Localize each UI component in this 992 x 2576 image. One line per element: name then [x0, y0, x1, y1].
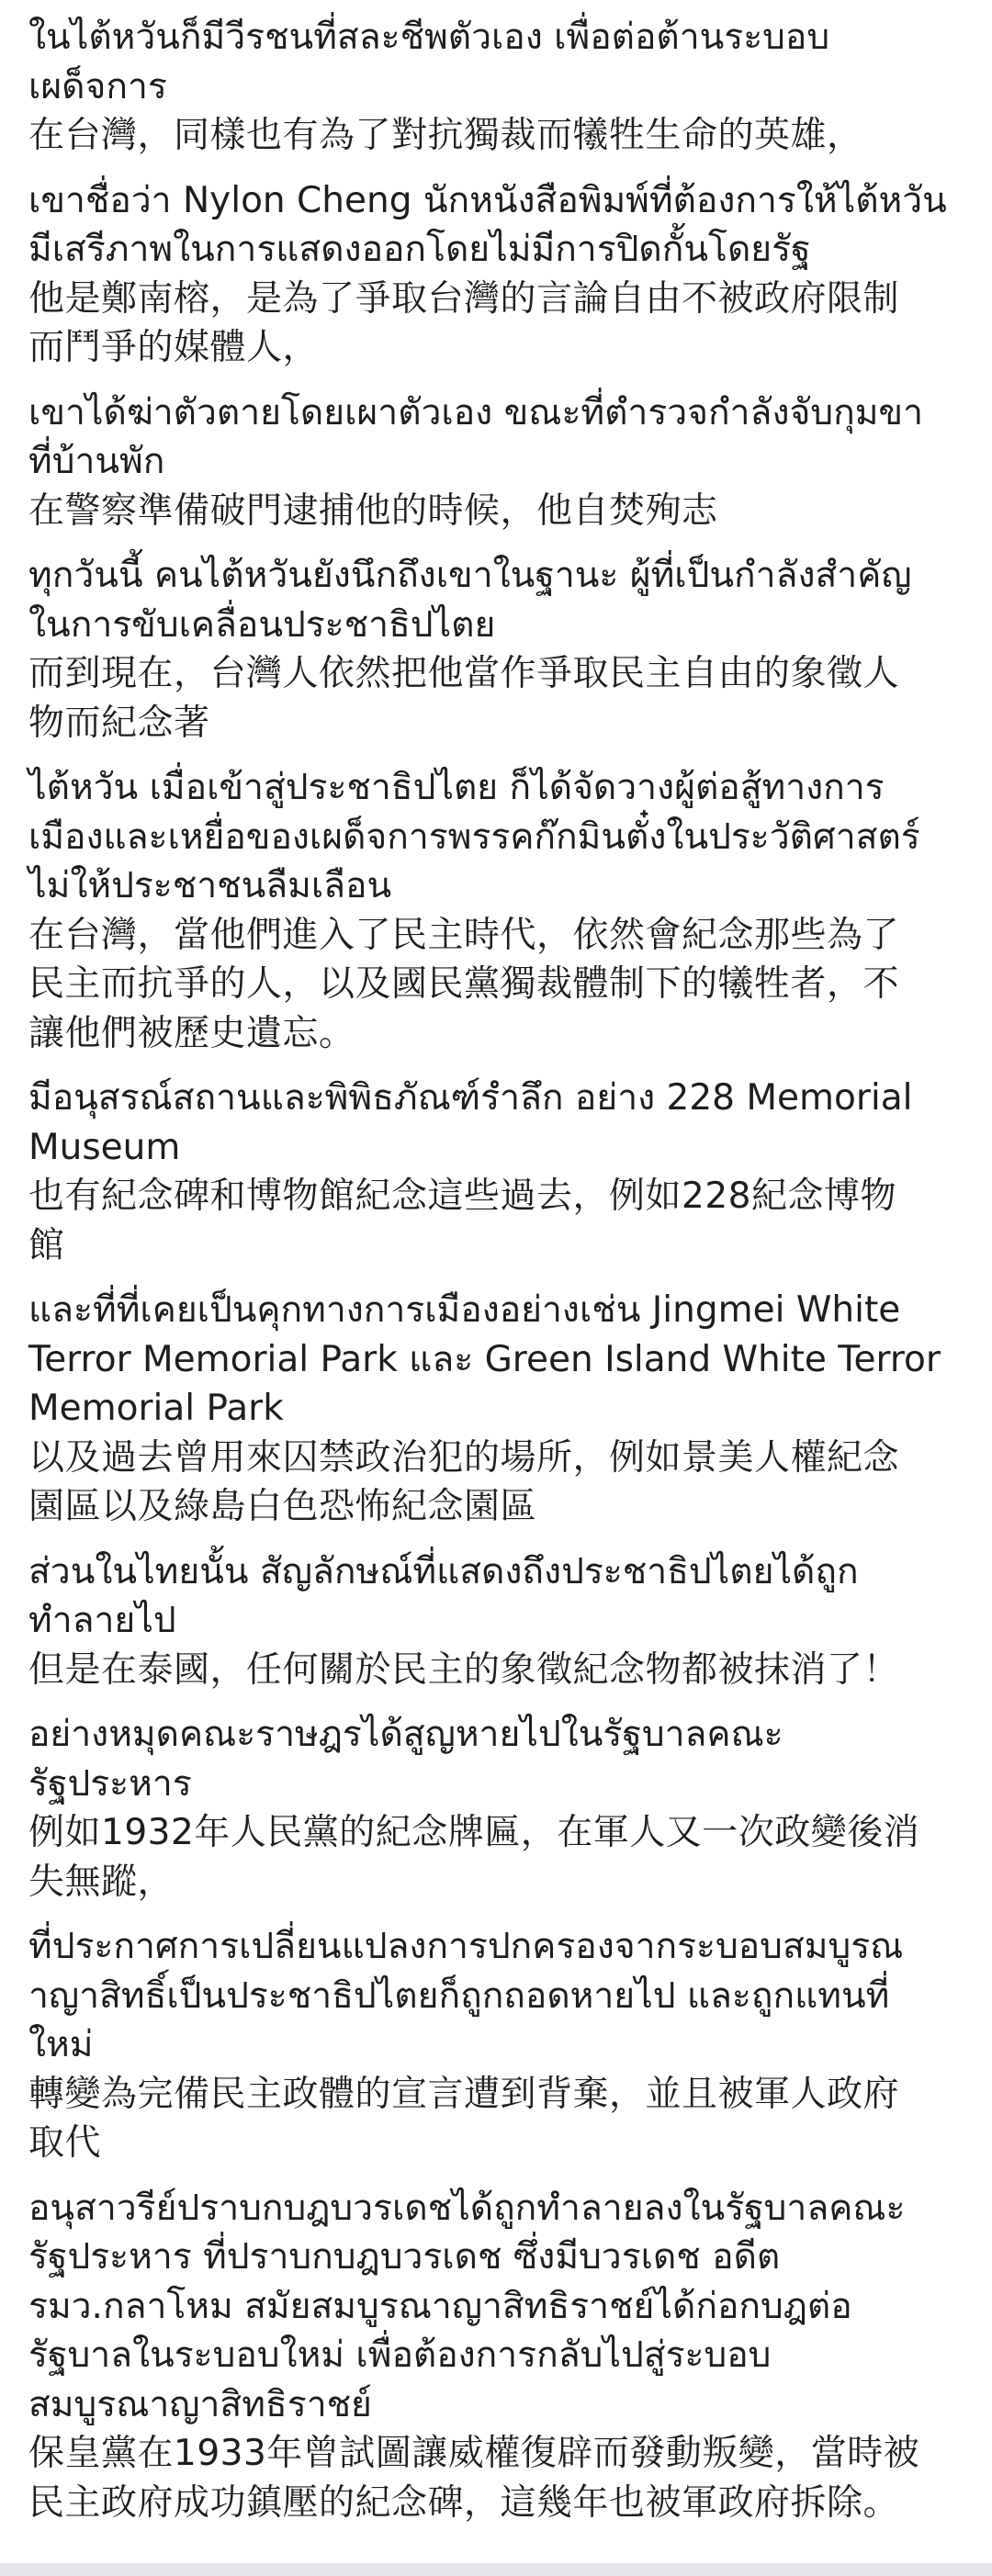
post-paragraph — [28, 1286, 975, 1532]
post-text-line: และที่ที่เคยเป็นคุกทางการเมืองอย่างเช่น Jingmei White — [28, 1289, 901, 1331]
post-text-line: 例如1932年人民黨的紀念牌匾，在軍人又一次政變後消 — [28, 1812, 920, 1853]
post-text-line: 但是在泰國，任何關於民主的象徵紀念物都被抹消了！ — [28, 1648, 900, 1691]
post-text-line: าญาสิทธิ์เป็นประชาธิปไตยก็ถูกถอดหายไป และถูกแทนที่ — [28, 1974, 890, 2017]
post-text-line: 物而紀念著 — [28, 702, 210, 744]
post-text-line: 讓他們被歷史遺忘。 — [28, 1012, 355, 1054]
post-text-line: 在台灣，同樣也有為了對抗獨裁而犧牲生命的英雄， — [28, 115, 863, 156]
post-text-line: รมว.กลาโหม สมัยสมบูรณาญาสิทธิราชย์ได้ก่อกบฎต่อ — [28, 2285, 852, 2327]
post-paragraph — [28, 176, 975, 373]
post-text-line: เขาได้ฆ่าตัวตายโดยเผาตัวเอง ขณะที่ตำรวจกำลังจับกุมขา — [28, 391, 923, 433]
post-paragraph — [28, 1547, 975, 1695]
post-text-line: Memorial Park — [28, 1388, 284, 1429]
post-text-line: Terror Memorial Park และ Green Island White Terror — [28, 1338, 941, 1380]
post-paragraph — [28, 1922, 975, 2168]
post-paragraph — [28, 1710, 975, 1907]
post-text-line: Museum — [28, 1126, 181, 1168]
post-text-line: 而到現在，台灣人依然把他當作爭取民主自由的象徵人 — [28, 653, 900, 694]
post-text-line: ไต้หวัน เมื่อเข้าสู่ประชาธิปไตย ก็ได้จัดวางผู้ต่อสู้ทางการ — [28, 767, 885, 808]
post-body — [28, 13, 975, 2543]
post-text-line: ที่ประกาศการเปลี่ยนแปลงการปกครองจากระบอบสมบูรณ — [28, 1926, 904, 1967]
post-text-line: 館 — [28, 1224, 65, 1266]
post-text-line: 在警察準備破門逮捕他的時候，他自焚殉志 — [28, 489, 718, 532]
post-text-line: เขาชื่อว่า Nylon Cheng นักหนังสือพิมพ์ที่ต้องการให้ไต้หวัน — [28, 179, 947, 221]
post-text-line: ใหม่ — [28, 2024, 94, 2065]
post-text-line: รัฐประหาร ที่ปราบกบฎบวรเดช ซึ่งมีบวรเดช อดีต — [28, 2236, 781, 2278]
post-text-line: รัฐบาลในระบอบใหม่ เพื่อต้องการกลับไปสู่ระบอบ — [28, 2334, 772, 2376]
post-text-line: 在台灣，當他們進入了民主時代，依然會紀念那些為了 — [28, 914, 900, 956]
post-paragraph — [28, 1074, 975, 1270]
post-text-line: 保皇黨在1933年曾試圖讓威權復辟而發動叛變，當時被 — [28, 2433, 920, 2474]
post-text-line: ในไต้หวันก็มีวีรชนที่สละชีพตัวเอง เพื่อต่อต้านระบอบ — [28, 17, 830, 58]
post-text-line: ทำลายไป — [28, 1600, 176, 1641]
post-text-line: ไม่ให้ประชาชนลืมเลือน — [28, 865, 392, 906]
post-text-line: ทุกวันนี้ คนไต้หวันยังนึกถึงเขาในฐานะ ผู้ที่เป็นกำลังสำคัญ — [28, 555, 912, 596]
bottom-divider — [0, 2563, 992, 2576]
post-text-line: อนุสาวรีย์ปราบกบฎบวรเดชได้ถูกทำลายลงในรัฐบาลคณะ — [28, 2187, 906, 2229]
post-text-line: มีเสรีภาพในการแสดงออกโดยไม่มีการปิดกั้นโดยรัฐ — [28, 229, 811, 270]
post-text-line: รัฐประหาร — [28, 1762, 192, 1805]
post-paragraph — [28, 13, 975, 161]
post-paragraph — [28, 763, 975, 1058]
post-text-line: ในการขับเคลื่อนประชาธิปไตย — [28, 603, 496, 646]
post-text-line: เมืองและเหยื่อของเผด็จการพรรคก๊กมินตั๋งในประวัติศาสตร์ — [28, 816, 920, 858]
post-text-line: 失無蹤， — [28, 1861, 175, 1903]
post-text-line: 他是鄭南榕，是為了爭取台灣的言論自由不被政府限制 — [28, 277, 900, 320]
post-text-line: ที่บ้านพัก — [28, 441, 165, 482]
post-paragraph — [28, 388, 975, 536]
post-text-line: มีอนุสรณ์สถานและพิพิธภัณฑ์รำลึก อย่าง 228 Memorial — [28, 1077, 913, 1119]
post-paragraph — [28, 551, 975, 748]
post-text-line: เผด็จการ — [28, 65, 167, 107]
post-text-line: สมบูรณาญาสิทธิราชย์ — [28, 2383, 372, 2425]
post-text-line: 民主而抗爭的人，以及國民黨獨裁體制下的犧牲者，不 — [28, 963, 900, 1005]
post-text-line: อย่างหมุดคณะราษฎรได้สูญหายไปในรัฐบาลคณะ — [28, 1714, 783, 1755]
post-text-line: 以及過去曾用來囚禁政治犯的場所，例如景美人權紀念 — [28, 1436, 900, 1479]
post-paragraph — [28, 2184, 975, 2528]
post-text-line: ส่วนในไทยนั้น สัญลักษณ์ที่แสดงถึงประชาธิปไตยได้ถูก — [28, 1550, 859, 1592]
post-text-line: 而鬥爭的媒體人， — [28, 327, 320, 368]
post-text-line: 也有紀念碑和博物館紀念這些過去，例如228紀念博物 — [28, 1176, 896, 1217]
post-text-line: 園區以及綠島白色恐怖紀念園區 — [28, 1486, 537, 1527]
post-text-line: 民主政府成功鎮壓的紀念碑，這幾年也被軍政府拆除。 — [28, 2481, 900, 2524]
post-text-line: 取代 — [28, 2122, 102, 2164]
post-text-line: 轉變為完備民主政體的宣言遭到背棄，並且被軍人政府 — [28, 2073, 900, 2115]
